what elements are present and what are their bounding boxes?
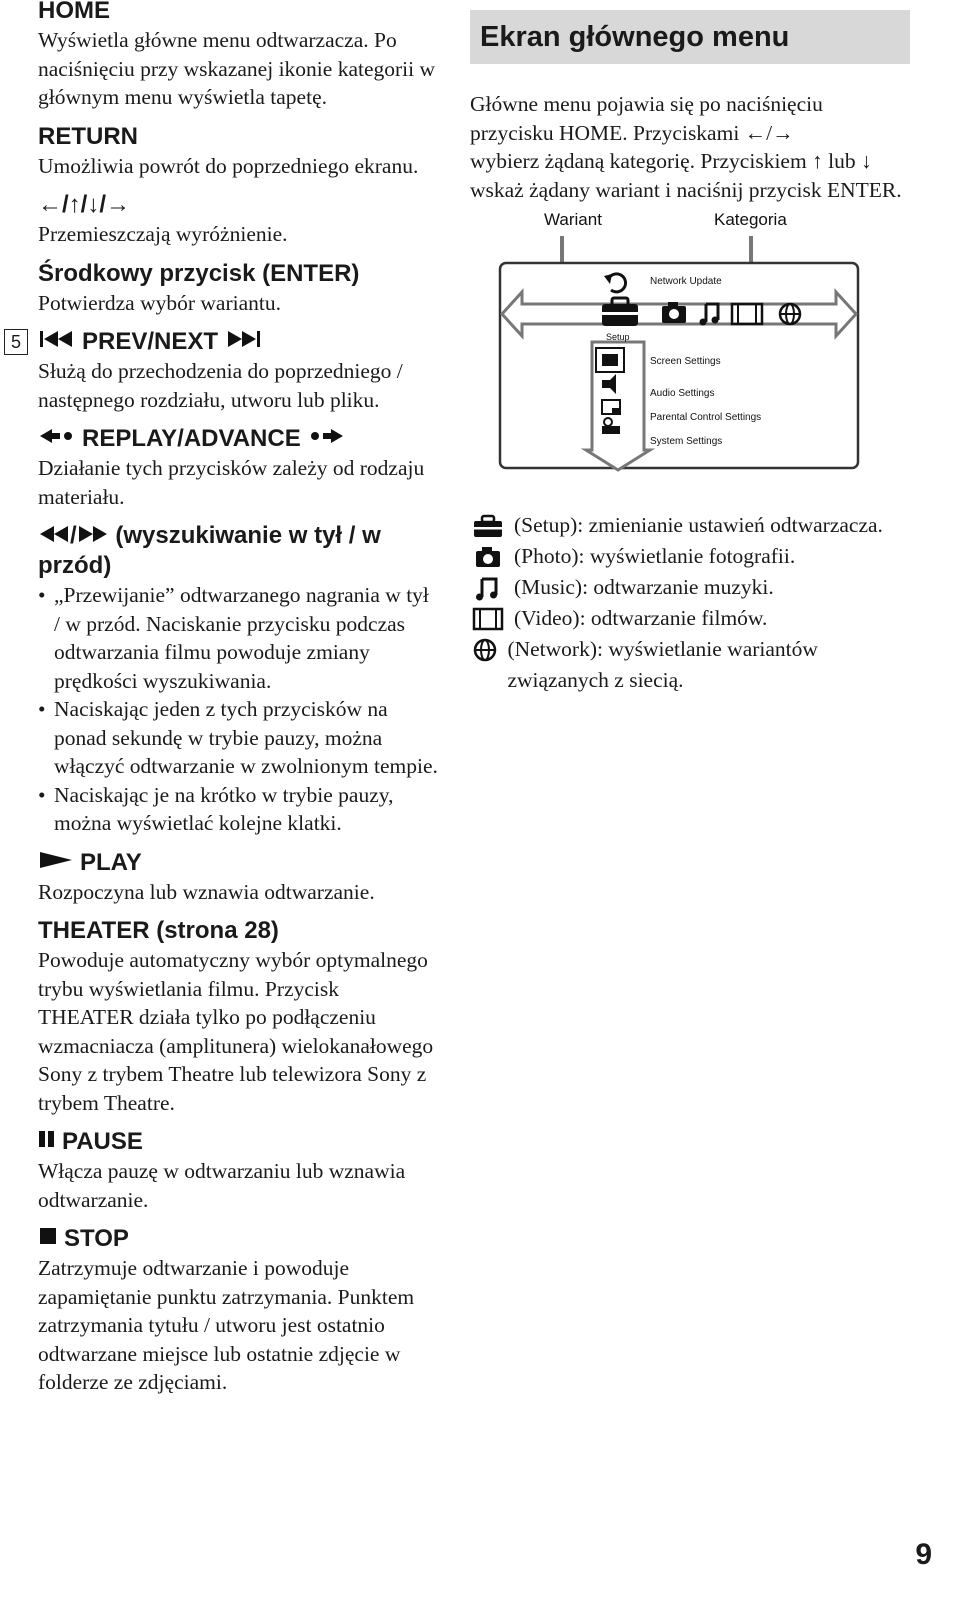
replay-icon (38, 424, 76, 454)
play-label: PLAY (80, 848, 142, 876)
globe-icon (470, 637, 499, 663)
category-setup (470, 510, 910, 541)
network-update-label: Network Update (650, 276, 722, 287)
menu-item-screen-settings: Screen Settings (650, 356, 721, 367)
arrows-heading: ←/↑/↓/→ (38, 191, 131, 218)
next-icon (224, 327, 262, 357)
menu-item-parental-control: Parental Control Settings (650, 412, 762, 423)
pause-heading (38, 1127, 438, 1157)
category-music-text: (Music): odtwarzanie muzyki. (514, 575, 774, 599)
prevnext-heading (38, 327, 438, 357)
label-category: Kategoria (714, 210, 787, 229)
return-text: Umożliwia powrót do poprzedniego ekranu. (38, 153, 419, 178)
category-setup-text: (Setup): zmienianie ustawień odtwarzacza. (514, 513, 883, 537)
category-video-text: (Video): odtwarzanie filmów. (514, 606, 768, 630)
pause-text: Włącza pauzę w odtwarzaniu lub wznawia odtwarzanie. (38, 1159, 406, 1212)
stop-text: Zatrzymuje odtwarzanie i powoduje zapamiętanie punktu zatrzymania. Punktem zatrzymania tytułu / utworu jest ostatnio odtwarzane miejsce lub ostatnie zdjęcie w folderze ze zdjęciami. (38, 1256, 415, 1394)
camera-icon (470, 545, 506, 569)
home-heading: HOME (38, 0, 110, 24)
prev-icon (38, 327, 76, 357)
category-music (470, 572, 910, 603)
stop-heading (38, 1224, 438, 1254)
category-photo (470, 541, 910, 572)
intro-text-1: Główne menu pojawia się po naciśnięciu przycisku HOME. Przyciskami ←/→ (470, 92, 823, 145)
theater-text: Powoduje automatyczny wybór optymalnego trybu wyświetlania filmu. Przycisk THEATER działa tylko po podłączeniu wzmacniacza (amplitunera) wielokanałowego Sony z trybem Theatre lub telewizora Sony z trybem Theatre. (38, 948, 434, 1115)
return-heading: RETURN (38, 122, 138, 150)
section-heading: Ekran głównego menu (470, 10, 910, 64)
music-note-icon (470, 575, 506, 601)
fast-forward-icon (77, 522, 109, 549)
play-icon (38, 848, 74, 878)
replay-heading (38, 424, 438, 454)
intro-text-2: wybierz żądaną kategorię. Przyciskiem ↑ lub ↓ wskaż żądany wariant i naciśnij przycisk ENTER. (470, 149, 902, 202)
stop-icon (38, 1224, 58, 1254)
prevnext-text: Służą do przechodzenia do poprzedniego / następnego rozdziału, utworu lub pliku. (38, 359, 403, 412)
search-heading (38, 521, 438, 581)
search-sep: / (70, 522, 77, 549)
list-item: • „Przewijanie” odtwarzanego nagrania w tył / w przód. Naciskanie przycisku podczas odtwarzania filmu powoduje zmiany prędkości wyszukiwania. (38, 581, 438, 695)
theater-heading: THEATER (strona 28) (38, 917, 279, 944)
stop-label: STOP (64, 1225, 129, 1252)
section-marker: 5 (4, 329, 28, 355)
search-label: (wyszukiwanie w tył / w przód) (38, 522, 381, 579)
menu-item-system-settings: System Settings (650, 436, 723, 447)
list-item: • Naciskając je na krótko w trybie pauzy, można wyświetlać kolejne klatki. (38, 781, 438, 838)
play-heading (38, 848, 438, 878)
prevnext-section (10, 327, 438, 357)
prevnext-label: PREV/NEXT (82, 328, 219, 355)
replay-text: Działanie tych przycisków zależy od rodzaju materiału. (38, 456, 425, 509)
right-column (470, 10, 910, 696)
advance-icon (307, 424, 345, 454)
page-number: 9 (915, 1538, 932, 1571)
category-video (470, 603, 910, 634)
label-variant: Wariant (544, 210, 602, 229)
replay-label: REPLAY/ADVANCE (82, 425, 301, 452)
toolbox-icon (470, 513, 506, 539)
enter-heading: Środkowy przycisk (ENTER) (38, 259, 360, 287)
play-text: Rozpoczyna lub wznawia odtwarzanie. (38, 879, 375, 904)
pause-icon (38, 1127, 56, 1157)
category-network (470, 634, 910, 696)
film-icon (470, 607, 506, 631)
rewind-icon (38, 522, 70, 549)
arrows-text: Przemieszczają wyróżnienie. (38, 222, 288, 246)
category-network-text: (Network): wyświetlanie wariantów związanych z siecią. (507, 637, 818, 692)
setup-label: Setup (606, 332, 630, 342)
home-text: Wyświetla główne menu odtwarzacza. Po naciśnięciu przy wskazanej ikonie kategorii w głównym menu wyświetla tapetę. (38, 28, 436, 109)
menu-item-audio-settings: Audio Settings (650, 388, 715, 399)
list-item: • Naciskając jeden z tych przycisków na ponad sekundę w trybie pauzy, można włączyć odtwarzanie w zwolnionym tempie. (38, 695, 438, 781)
search-bullets (38, 581, 438, 838)
pause-label: PAUSE (62, 1128, 143, 1155)
category-photo-text: (Photo): wyświetlanie fotografii. (514, 544, 796, 568)
screen-settings-icon (602, 354, 618, 366)
home-menu-diagram (470, 208, 910, 488)
left-column (10, 0, 438, 1397)
enter-text: Potwierdza wybór wariantu. (38, 290, 281, 315)
